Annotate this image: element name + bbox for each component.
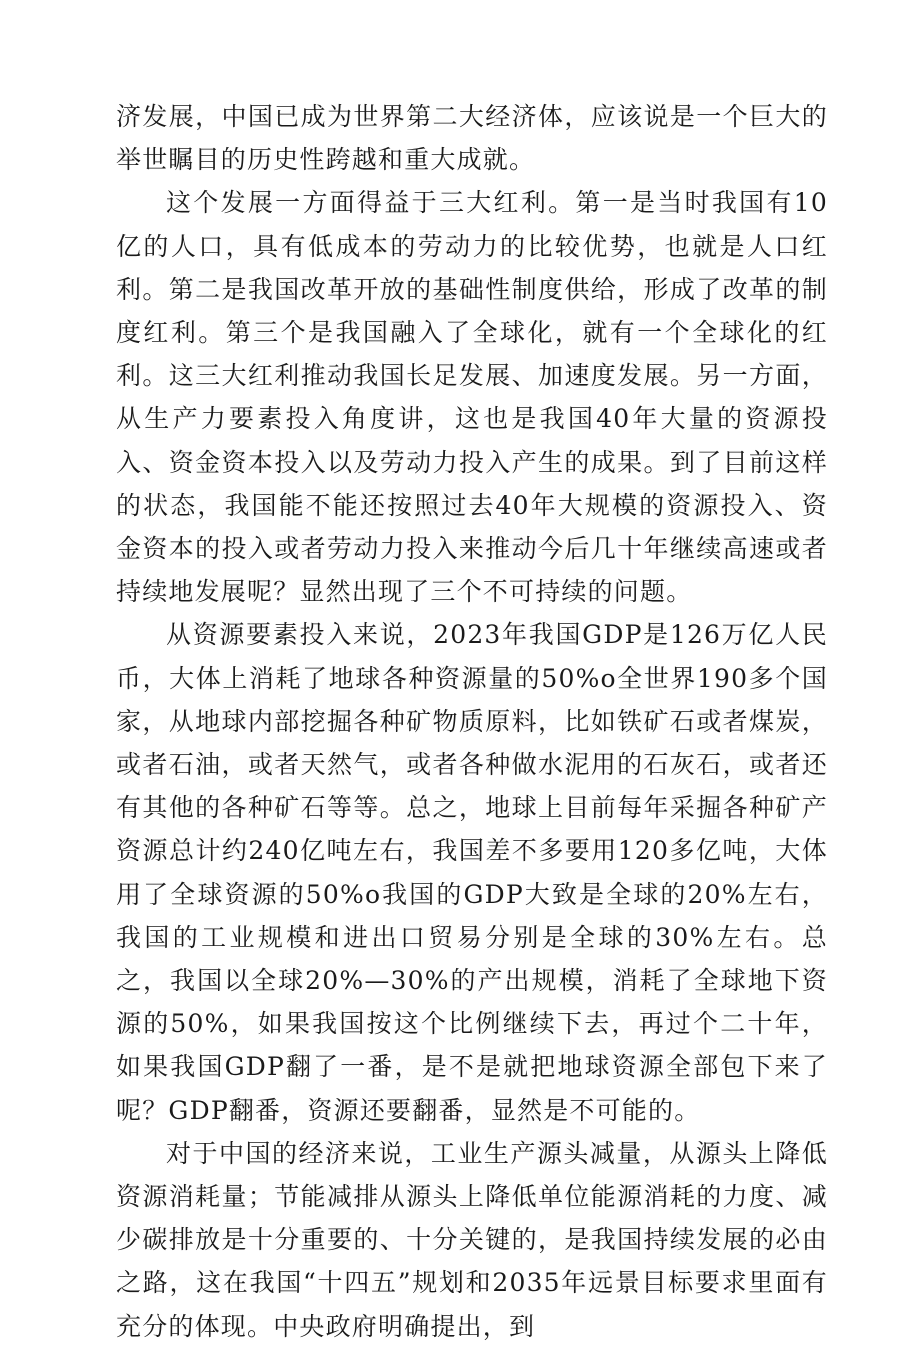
paragraph-continuation: 济发展，中国已成为世界第二大经济体，应该说是一个巨大的举世瞩目的历史性跨越和重大成就。: [116, 102, 828, 175]
paragraph-three-dividends: 这个发展一方面得益于三大红利。第一是当时我国有10亿的人口，具有低成本的劳动力的比较优势，也就是人口红利。第二是我国改革开放的基础性制度供给，形成了改革的制度红利。第三个是我国融入了全球化，就有一个全球化的红利。这三大红利推动我国长足发展、加速度发展。另一方面，从生产力要素投入角度讲，这也是我国40年大量的资源投入、资金资本投入以及劳动力投入产生的成果。到了目前这样的状态，我国能不能还按照过去40年大规模的资源投入、资金资本的投入或者劳动力投入来推动今后几十年继续高速或者持续地发展呢？显然出现了三个不可持续的问题。: [116, 188, 828, 607]
document-page: [116, 95, 828, 1348]
paragraph-resource-input: 从资源要素投入来说，2023年我国GDP是126万亿人民币，大体上消耗了地球各种资源量的50%o全世界190多个国家，从地球内部挖掘各种矿物质原料，比如铁矿石或者煤炭，或者石油，或者天然气，或者各种做水泥用的石灰石，或者还有其他的各种矿石等等。总之，地球上目前每年采掘各种矿产资源总计约240亿吨左右，我国差不多要用120多亿吨，大体用了全球资源的50%o我国的GDP大致是全球的20%左右，我国的工业规模和进出口贸易分别是全球的30%左右。总之，我国以全球20%—30%的产出规模，消耗了全球地下资源的50%，如果我国按这个比例继续下去，再过个二十年，如果我国GDP翻了一番，是不是就把地球资源全部包下来了呢？GDP翻番，资源还要翻番，显然是不可能的。: [116, 620, 828, 1125]
paragraph-source-reduction: 对于中国的经济来说，工业生产源头减量，从源头上降低资源消耗量；节能减排从源头上降低单位能源消耗的力度、减少碳排放是十分重要的、十分关键的，是我国持续发展的必由之路，这在我国“十四五”规划和2035年远景目标要求里面有充分的体现。中央政府明确提出，到: [116, 1138, 828, 1341]
